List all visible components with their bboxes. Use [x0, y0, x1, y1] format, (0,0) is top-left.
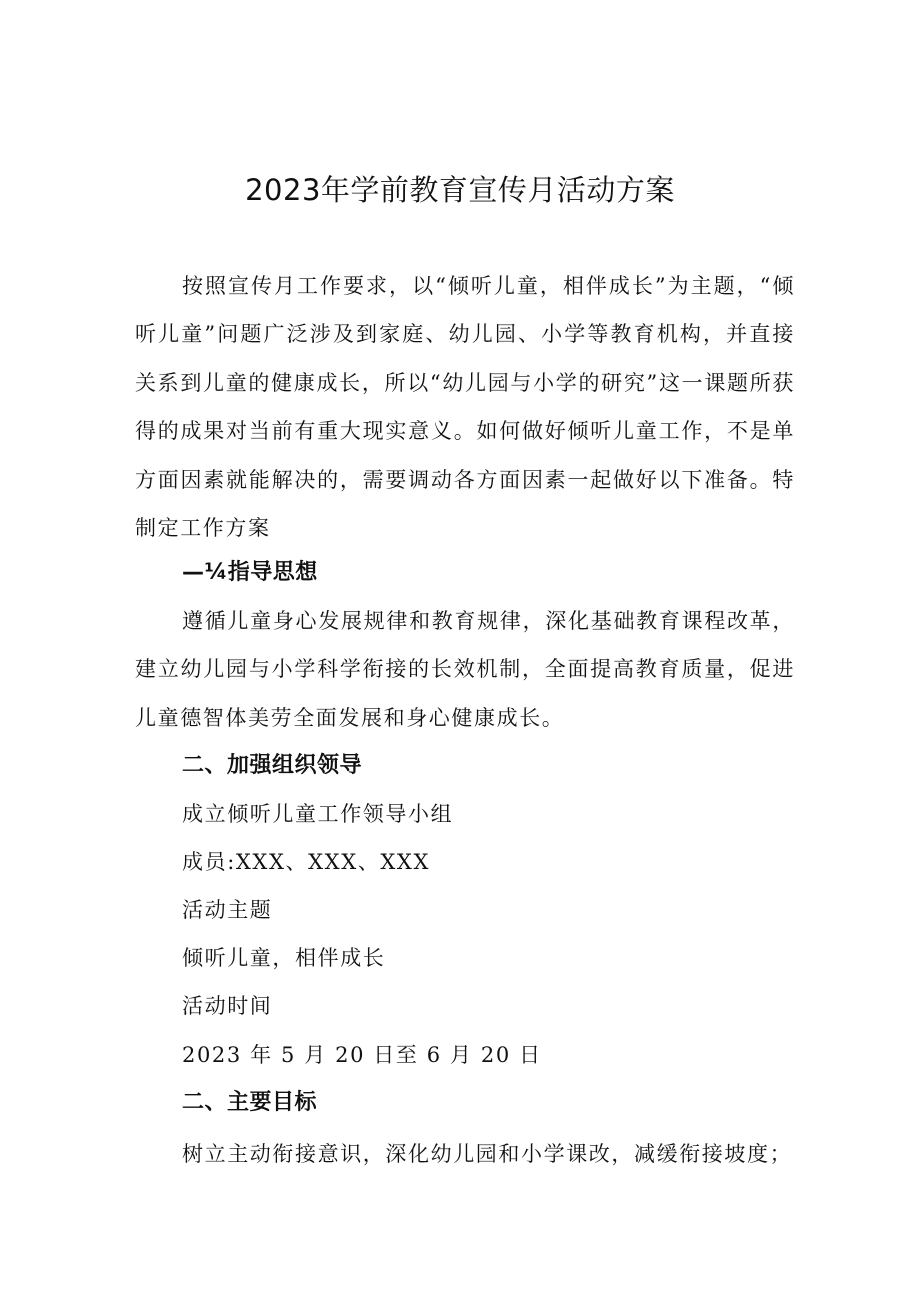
activity-time-label: 活动时间 [182, 994, 273, 1018]
activity-theme-value: 倾听儿童，相伴成长 [182, 946, 386, 970]
section-heading-organization: 二、加强组织领导 [182, 753, 363, 778]
section-heading-guiding-ideology: —¼指导思想 [182, 560, 318, 585]
leadership-group-line: 成立倾听儿童工作领导小组 [182, 802, 454, 826]
main-goals-paragraph: 树立主动衔接意识，深化幼儿园和小学课改，减缓衔接坡度； [182, 1142, 793, 1166]
section-heading-main-goals: 二、主要目标 [182, 1090, 318, 1115]
guiding-ideology-paragraph: 遵循儿童身心发展规律和教育规律，深化基础教育课程改革，建立幼儿园与小学科学衔接的长效机制，全面提高教育质量，促进儿童德智体美劳全面发展和身心健康成长。 [135, 609, 795, 730]
intro-paragraph: 按照宣传月工作要求，以“倾听儿童，相伴成长”为主题，“倾听儿童”问题广泛涉及到家庭、幼儿园、小学等教育机构，并直接关系到儿童的健康成长，所以“幼儿园与小学的研究”这一课题所获得的成果对当前有重大现实意义。如何做好倾听儿童工作，不是单方面因素就能解决的，需要调动各方面因素一起做好以下准备。特制定工作方案 [135, 274, 795, 541]
activity-time-value: 2023 年 5 月 20 日至 6 月 20 日 [182, 1043, 542, 1067]
activity-theme-label: 活动主题 [182, 898, 273, 922]
members-line: 成员:XXX、XXX、XXX [182, 850, 431, 874]
document-title: 2023年学前教育宣传月活动方案 [245, 173, 675, 207]
